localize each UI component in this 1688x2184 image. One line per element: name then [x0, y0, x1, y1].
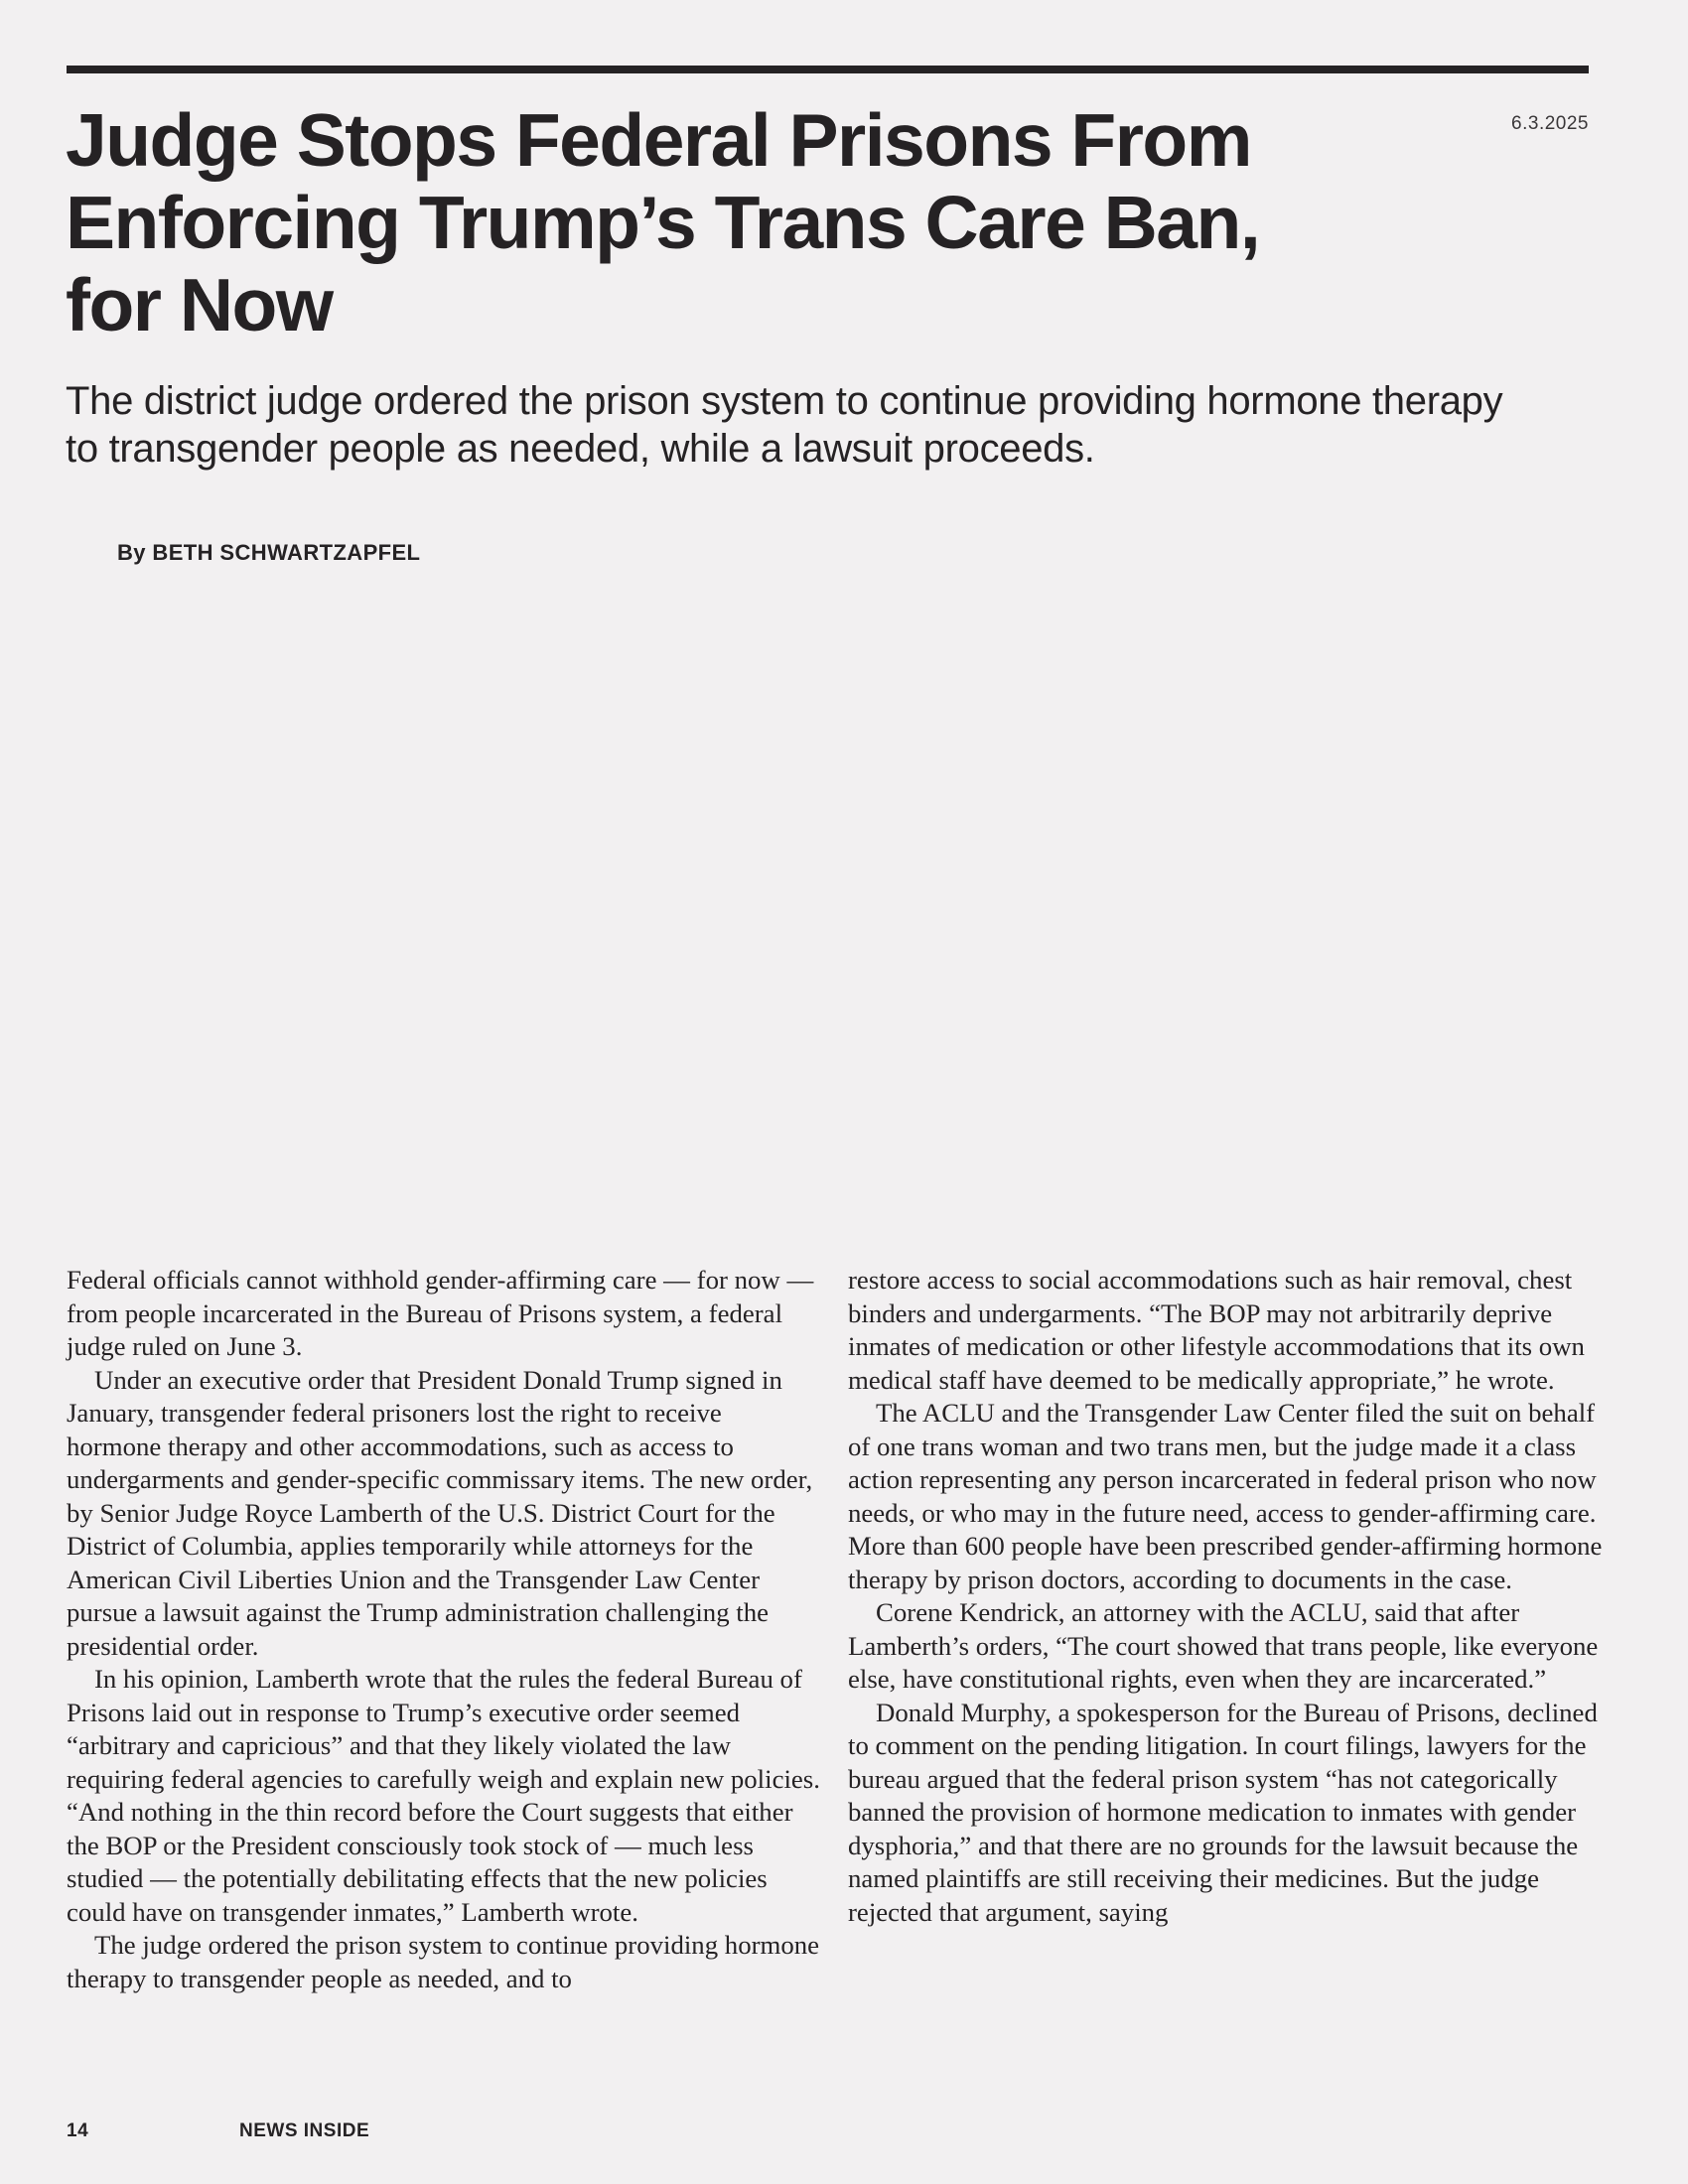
- body-paragraph: Federal officials cannot withhold gender-affirming care — for now — from people incarcerated in the Bureau of Prisons system, a federal judge ruled on June 3.: [67, 1265, 814, 1361]
- section-name: NEWS INSIDE: [239, 2120, 370, 2141]
- publication-date: 6.3.2025: [1511, 113, 1589, 134]
- body-paragraph: Donald Murphy, a spokesperson for the Bureau of Prisons, declined to comment on the pending litigation. In court filings, lawyers for the bureau argued that the federal prison system “has not categorically banned the provision of hormone medication to inmates with gender dysphoria,” and that there are no grounds for the lawsuit because the named plaintiffs are still receiving their medicines. But the judge rejected that argument, saying: [848, 1697, 1598, 1927]
- headline: Judge Stops Federal Prisons From Enforcing Trump’s Trans Care Ban, for Now: [66, 98, 1260, 346]
- body-paragraph: Corene Kendrick, an attorney with the ACLU, said that after Lamberth’s orders, “The court showed that trans people, like everyone else, have constitutional rights, even when they are incarcerated.”: [848, 1597, 1599, 1694]
- page-number: 14: [67, 2120, 89, 2141]
- body-paragraph: In his opinion, Lamberth wrote that the rules the federal Bureau of Prisons laid out in response to Trump’s executive order seemed “arbitrary and capricious” and that they likely violated the law requiring federal agencies to carefully weigh and explain new policies. “And nothing in the thin record before the Court suggests that either the BOP or the President consciously took stock of — much less studied — the potentially debilitating effects that the new policies could have on transgender inmates,” Lamberth wrote.: [67, 1664, 820, 1927]
- body-paragraph: Under an executive order that President Donald Trump signed in January, transgender federal prisoners lost the right to receive hormone therapy and other accommodations, such as access to undergarments and gender-specific commissary items. The new order, by Senior Judge Royce Lamberth of the U.S. District Court for the District of Columbia, applies temporarily while attorneys for the American Civil Liberties Union and the Transgender Law Center pursue a lawsuit against the Trump administration challenging the presidential order.: [67, 1364, 813, 1661]
- body-column-left: [67, 1264, 821, 1995]
- body-paragraph: The judge ordered the prison system to continue providing hormone therapy to transgender people as needed, and to: [67, 1930, 820, 1993]
- byline: By BETH SCHWARTZAPFEL: [117, 540, 421, 565]
- subheadline: The district judge ordered the prison system to continue providing hormone therapy to transgender people as needed, while a lawsuit proceeds.: [66, 379, 1503, 471]
- body-paragraph: The ACLU and the Transgender Law Center filed the suit on behalf of one trans woman and two trans men, but the judge made it a class action representing any person incarcerated in federal prison who now needs, or who may in the future need, access to gender-affirming care. More than 600 people have been prescribed gender-affirming hormone therapy by prison doctors, according to documents in the case.: [848, 1398, 1603, 1594]
- body-paragraph: restore access to social accommodations such as hair removal, chest binders and undergarments. “The BOP may not arbitrarily deprive inmates of medication or other lifestyle accommodations that its own medical staff have deemed to be medically appropriate,” he wrote.: [848, 1265, 1585, 1395]
- body-column-right: [848, 1264, 1603, 1929]
- top-rule: [67, 66, 1589, 73]
